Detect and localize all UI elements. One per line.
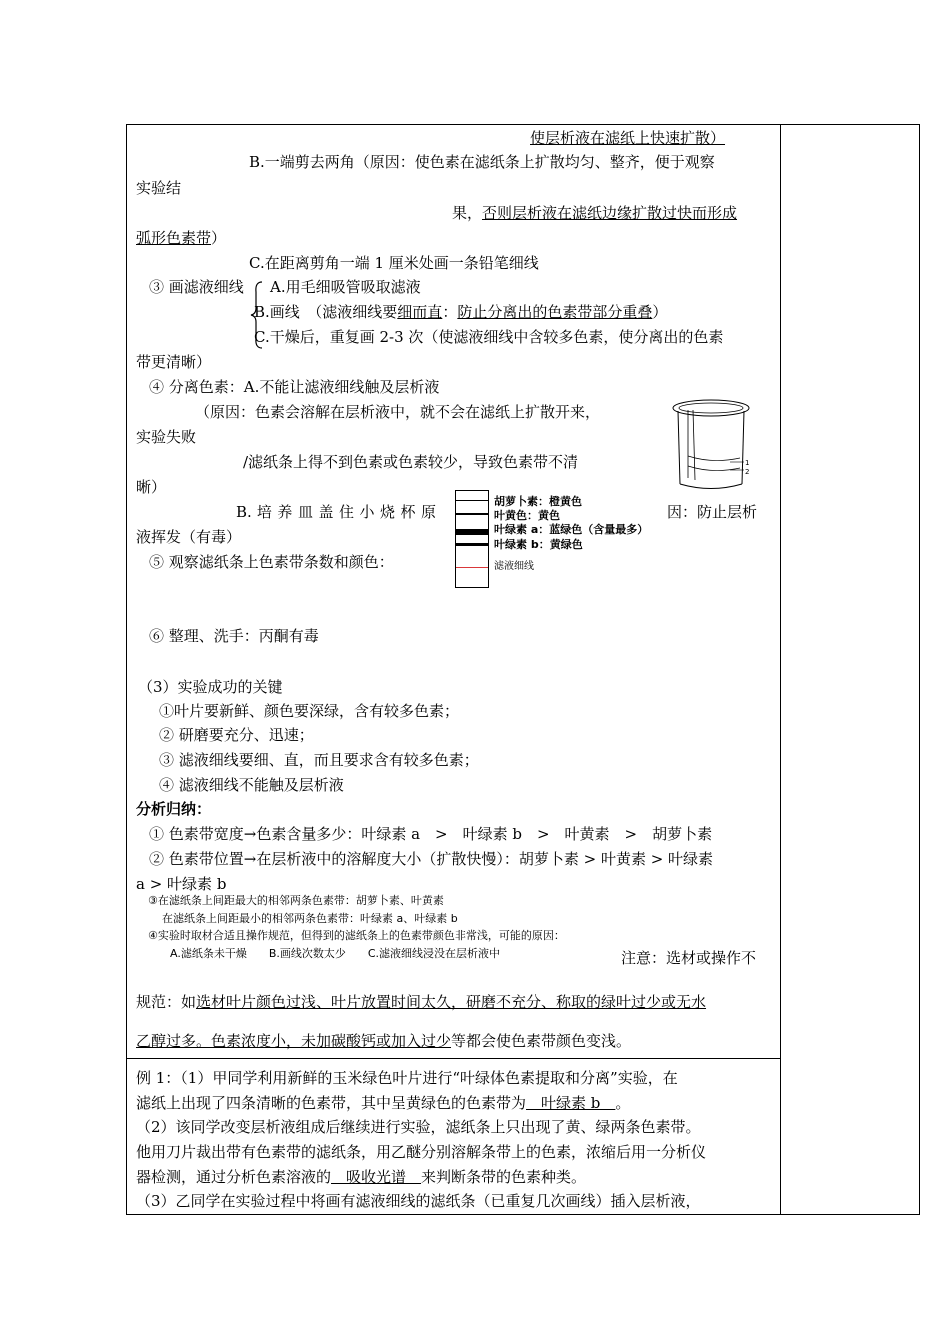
text-line: ⑥ 整理、洗手：丙酮有毒	[149, 627, 319, 645]
text-line: C.干燥后，重复画 2-3 次（使滤液细线中含较多色素，使分离出的色素	[254, 328, 724, 346]
text-line: /滤纸条上得不到色素或色素较少，导致色素带不清	[243, 453, 579, 471]
band-xanthophyll	[456, 513, 488, 515]
beaker-mark-1: 1	[745, 459, 750, 467]
band-chlorophyll-a	[456, 529, 488, 535]
text-line: 弧形色素带）	[136, 229, 227, 247]
text-line: ② 研磨要充分、迅速；	[159, 726, 314, 744]
text-line: ④ 分离色素：A.不能让滤液细线触及层析液	[149, 378, 440, 396]
note-line: 在滤纸条上间距最小的相邻两条色素带：叶绿素 a、叶绿素 b	[162, 912, 458, 925]
text-line: 因：防止层析	[667, 503, 758, 521]
text-line: （3）实验成功的关键	[138, 678, 283, 696]
section-heading: 分析归纳：	[136, 800, 212, 818]
band-carotene	[456, 500, 488, 501]
text-line: 例 1：（1）甲同学利用新鲜的玉米绿色叶片进行“叶绿体色素提取和分离”实验，在	[136, 1069, 678, 1087]
text-line: ⑤ 观察滤纸条上色素带条数和颜色：	[149, 553, 394, 571]
text-line: （原因：色素会溶解在层析液中，就不会在滤纸上扩散开来，	[195, 403, 601, 421]
table-frame	[126, 124, 920, 1215]
text-line: 实验结	[136, 179, 182, 197]
text-line: 液挥发（有毒）	[136, 528, 242, 546]
band-label: 滤液细线	[494, 561, 534, 572]
text-line: 器检测，通过分析色素溶液的 吸收光谱 来判断条带的色素种类。	[136, 1168, 587, 1186]
beaker-illustration	[668, 396, 754, 496]
text-line: 滤纸上出现了四条清晰的色素带，其中呈黄绿色的色素带为 叶绿素 b 。	[136, 1094, 631, 1112]
text-line: ④ 滤液细线不能触及层析液	[159, 776, 344, 794]
text-line: 使层析液在滤纸上快速扩散）	[530, 129, 726, 147]
text-line: A.用毛细吸管吸取滤液	[270, 278, 421, 296]
text-line: ①叶片要新鲜、颜色要深绿，含有较多色素；	[159, 702, 460, 720]
text-line: （2）该同学改变层析液组成后继续进行实验，滤纸条上只出现了黄、绿两条色素带。	[136, 1118, 701, 1136]
text-line: ③ 滤液细线要细、直，而且要求含有较多色素；	[159, 751, 479, 769]
filter-strip-diagram	[455, 490, 489, 588]
text-line: 规范：如选材叶片颜色过浅、叶片放置时间太久，研磨不充分、称取的绿叶过少或无水	[136, 993, 707, 1011]
text-line: B.画线 （滤液细线要细而直：防止分离出的色素带部分重叠）	[254, 303, 668, 321]
note-line: ④实验时取材合适且操作规范，但得到的滤纸条上的色素带颜色非常浅，可能的原因：	[148, 929, 565, 942]
text-line: ③ 画滤液细线	[149, 278, 244, 296]
text-line: 乙醇过多。色素浓度小，未加碳酸钙或加入过少等都会使色素带颜色变浅。	[136, 1032, 632, 1050]
text-line: B. 培 养 皿 盖 住 小 烧 杯 原	[236, 503, 436, 521]
text-line: ① 色素带宽度→色素含量多少：叶绿素 a > 叶绿素 b > 叶黄素 > 胡萝卜素	[149, 825, 713, 843]
text-line: 果，否则层析液在滤纸边缘扩散过快而形成	[452, 204, 738, 222]
text-line: ② 色素带位置→在层析液中的溶解度大小（扩散快慢）：胡萝卜素 > 叶黄素 > 叶绿素	[149, 850, 714, 868]
band-chlorophyll-b	[456, 543, 488, 546]
text-line: 他用刀片裁出带有色素带的滤纸条，用乙醚分别溶解条带上的色素，浓缩后用一分析仪	[136, 1143, 707, 1161]
text-line: C.在距离剪角一端 1 厘米处画一条铅笔细线	[249, 254, 539, 272]
text-line: B.一端剪去两角（原因：使色素在滤纸条上扩散均匀、整齐，便于观察	[249, 153, 715, 171]
band-label: 叶绿素 b：黄绿色	[494, 538, 583, 551]
band-label: 叶黄色：黄色	[494, 509, 560, 522]
text-line: a > 叶绿素 b	[136, 875, 227, 893]
filter-line-mark	[456, 567, 488, 568]
section-divider	[127, 1058, 780, 1059]
band-label: 叶绿素 a：蓝绿色（含量最多）	[494, 523, 649, 536]
note-line: ③在滤纸条上间距最大的相邻两条色素带：胡萝卜素、叶黄素	[148, 894, 444, 907]
text-line: 注意：选材或操作不	[621, 949, 757, 967]
text-line: （3）乙同学在实验过程中将画有滤液细线的滤纸条（已重复几次画线）插入层析液，	[136, 1192, 701, 1210]
note-line: A.滤纸条未干燥 B.画线次数太少 C.滤液细线浸没在层析液中	[170, 947, 501, 960]
text-line: 带更清晰）	[136, 353, 212, 371]
text-line: 实验失败	[136, 428, 197, 446]
text-line: 晰）	[136, 478, 167, 496]
table-side-column-divider	[780, 124, 781, 1215]
beaker-mark-2: 2	[745, 468, 750, 476]
band-label: 胡萝卜素：橙黄色	[494, 495, 582, 508]
